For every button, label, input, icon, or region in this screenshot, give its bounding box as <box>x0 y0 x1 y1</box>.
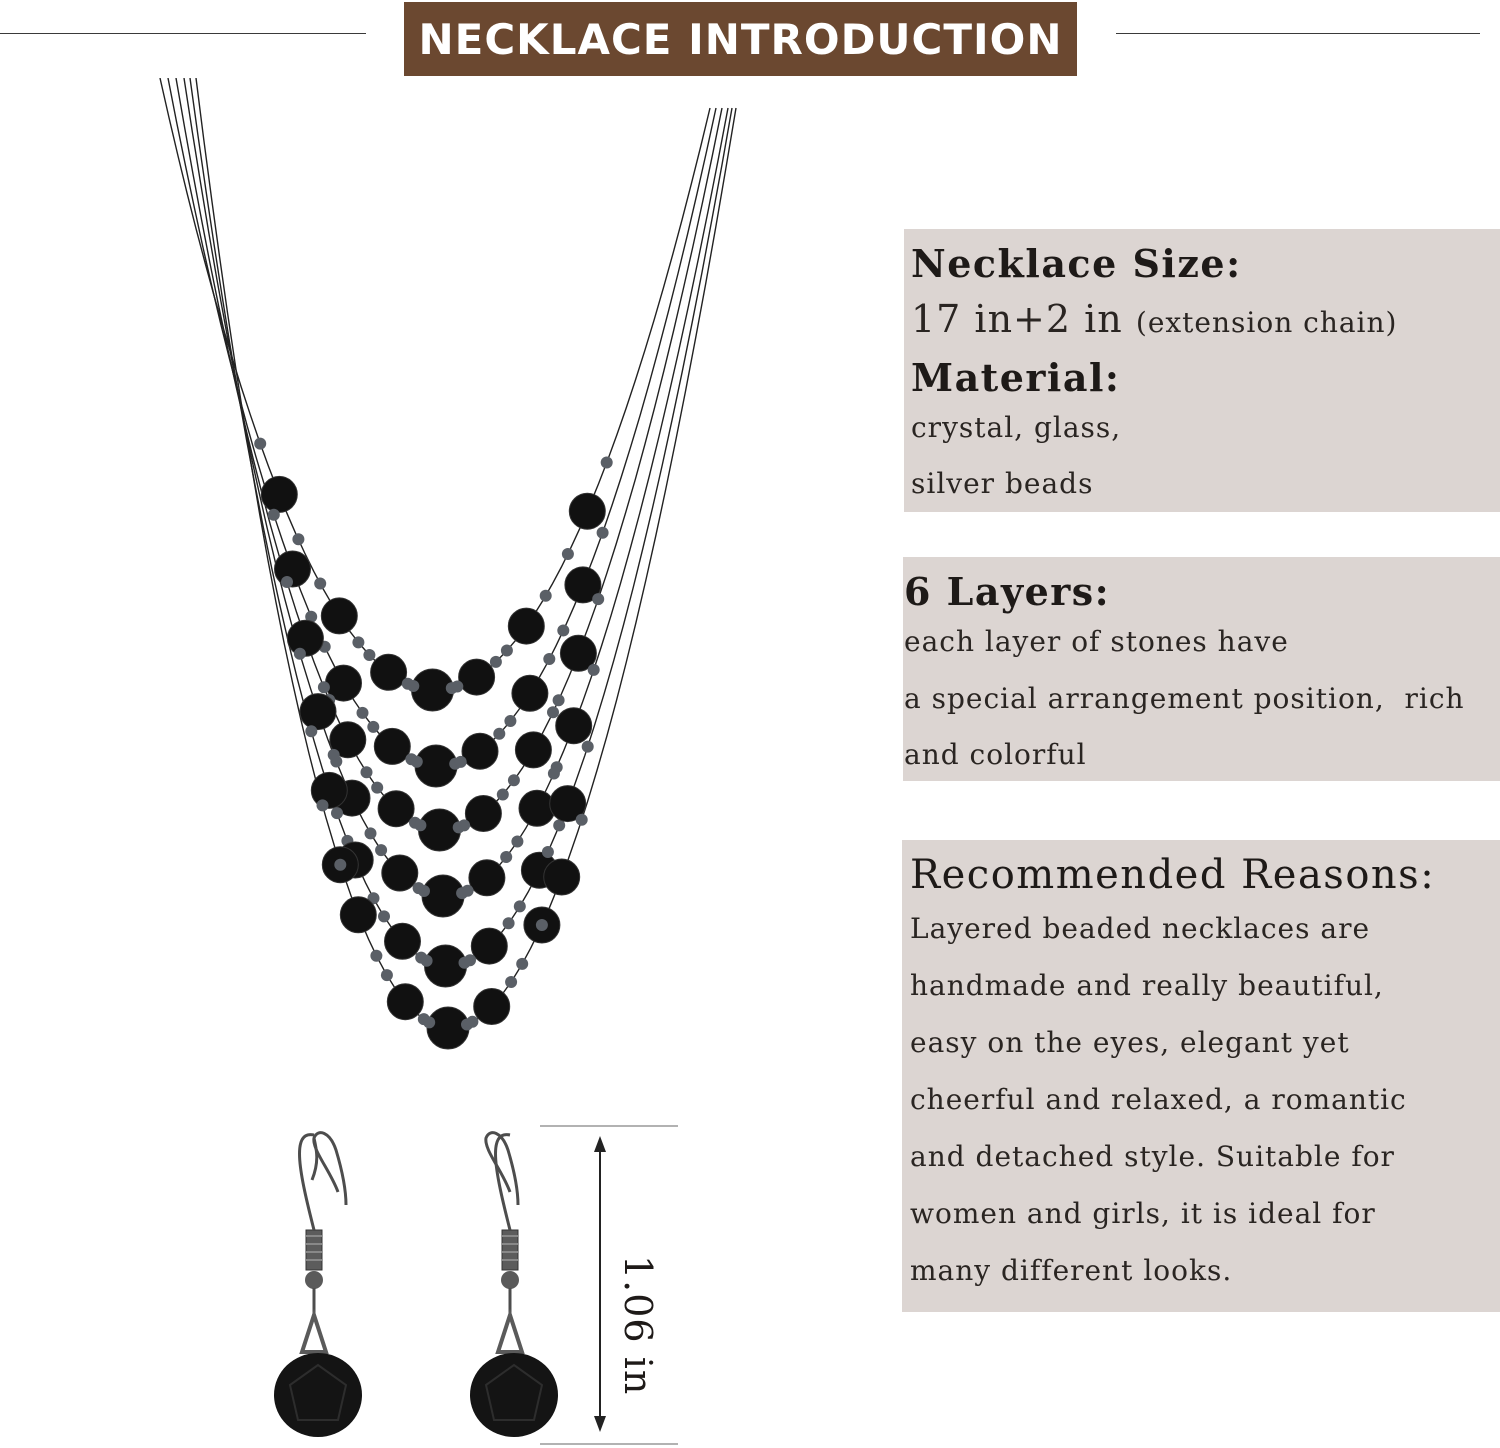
necklace-bead <box>382 855 418 891</box>
reasons-line: Layered beaded necklaces are <box>910 912 1371 945</box>
necklace-spacer-bead <box>500 851 512 863</box>
material-line-1: crystal, glass, <box>911 411 1122 444</box>
necklace-spacer-bead <box>370 950 382 962</box>
necklace-bead <box>321 598 357 634</box>
necklace-bead <box>371 654 407 690</box>
necklace-spacer-bead <box>294 648 306 660</box>
size-value-line <box>911 297 1397 341</box>
necklace-spacer-bead <box>601 457 613 469</box>
necklace-spacer-bead <box>328 749 340 761</box>
necklace-spacer-bead <box>597 527 609 539</box>
necklace-strand <box>176 78 722 830</box>
necklace-spacer-bead <box>501 645 513 657</box>
size-value: 17 in+2 in <box>911 297 1123 341</box>
earring-right <box>470 1133 558 1437</box>
necklace-spacer-bead <box>357 707 369 719</box>
necklace-spacer-bead <box>490 656 502 668</box>
necklace-spacer-bead <box>268 509 280 521</box>
layers-heading: 6 Layers: <box>904 569 1111 614</box>
layers-line-2: a special arrangement position, rich <box>904 682 1465 715</box>
title-banner <box>404 2 1077 76</box>
necklace-bead <box>556 708 592 744</box>
necklace-spacer-bead <box>418 885 430 897</box>
necklace-bead <box>374 728 410 764</box>
necklace-spacer-bead <box>536 919 548 931</box>
necklace-spacer-bead <box>548 768 560 780</box>
necklace-spacer-bead <box>365 827 377 839</box>
necklace-spacer-bead <box>542 846 554 858</box>
necklace-spacer-bead <box>378 910 390 922</box>
necklace-spacer-bead <box>334 859 346 871</box>
necklace-bead <box>515 732 551 768</box>
necklace-bead <box>465 796 501 832</box>
size-note: (extension chain) <box>1135 306 1398 339</box>
reasons-line: women and girls, it is ideal for <box>910 1197 1376 1230</box>
necklace-spacer-bead <box>466 1016 478 1028</box>
necklace-spacer-bead <box>464 954 476 966</box>
necklace-spacer-bead <box>407 680 419 692</box>
necklace-bead <box>387 984 423 1020</box>
necklace-bead <box>287 620 323 656</box>
necklace-spacer-bead <box>543 653 555 665</box>
necklace-bead <box>385 923 421 959</box>
necklace-bead <box>508 608 544 644</box>
reasons-line: cheerful and relaxed, a romantic <box>910 1083 1407 1116</box>
necklace-spacer-bead <box>381 969 393 981</box>
necklace-spacer-bead <box>557 625 569 637</box>
necklace-spacer-bead <box>547 706 559 718</box>
necklace-bead <box>378 791 414 827</box>
necklace-spacer-bead <box>582 741 594 753</box>
necklace-bead <box>340 897 376 933</box>
necklace-bead <box>569 493 605 529</box>
necklace-bead <box>462 733 498 769</box>
necklace-strand <box>168 78 716 766</box>
necklace-spacer-bead <box>455 756 467 768</box>
necklace-spacer-bead <box>511 836 523 848</box>
necklace-spacer-bead <box>367 721 379 733</box>
necklace-spacer-bead <box>503 917 515 929</box>
material-line-2: silver beads <box>911 467 1094 500</box>
size-heading: Necklace Size: <box>911 241 1242 286</box>
layers-line-1: each layer of stones have <box>904 625 1289 658</box>
necklace-spacer-bead <box>421 955 433 967</box>
necklace-spacer-bead <box>458 819 470 831</box>
necklace-spacer-bead <box>414 819 426 831</box>
necklace-spacer-bead <box>553 694 565 706</box>
necklace-spacer-bead <box>331 807 343 819</box>
left-divider-line <box>0 33 366 34</box>
necklace-spacer-bead <box>462 885 474 897</box>
earring-left <box>274 1133 362 1437</box>
reasons-text <box>910 900 1407 1299</box>
size-material-panel <box>904 229 1500 512</box>
necklace-spacer-bead <box>363 649 375 661</box>
necklace-bead <box>474 989 510 1025</box>
banner-title: NECKLACE INTRODUCTION <box>418 14 1063 64</box>
necklace-illustration <box>120 78 760 1058</box>
reasons-line: handmade and really beautiful, <box>910 969 1384 1002</box>
reasons-line: easy on the eyes, elegant yet <box>910 1026 1350 1059</box>
necklace-spacer-bead <box>504 715 516 727</box>
necklace-spacer-bead <box>352 636 364 648</box>
necklace-spacer-bead <box>254 438 266 450</box>
necklace-spacer-bead <box>423 1016 435 1028</box>
necklace-spacer-bead <box>516 958 528 970</box>
necklace-bead <box>469 860 505 896</box>
necklace-bead <box>519 790 555 826</box>
necklace-spacer-bead <box>508 774 520 786</box>
necklace-bead <box>544 859 580 895</box>
earring-length-label: 1.06 in <box>616 1255 660 1396</box>
necklace-bead <box>300 694 336 730</box>
necklace-spacer-bead <box>314 578 326 590</box>
layers-line-3: and colorful <box>904 738 1087 771</box>
necklace-spacer-bead <box>562 548 574 560</box>
necklace-bead <box>459 659 495 695</box>
necklace-bead <box>261 476 297 512</box>
necklace-spacer-bead <box>497 789 509 801</box>
necklace-spacer-bead <box>588 664 600 676</box>
right-divider-line <box>1116 33 1480 34</box>
necklace-spacer-bead <box>493 728 505 740</box>
reasons-heading: Recommended Reasons: <box>910 852 1436 898</box>
necklace-spacer-bead <box>540 590 552 602</box>
necklace-bead <box>471 928 507 964</box>
necklace-bead <box>512 675 548 711</box>
necklace-spacer-bead <box>305 725 317 737</box>
necklace-spacer-bead <box>281 576 293 588</box>
necklace-spacer-bead <box>371 782 383 794</box>
necklace-strand <box>160 78 710 690</box>
necklace-spacer-bead <box>318 681 330 693</box>
necklace-spacer-bead <box>375 844 387 856</box>
necklace-spacer-bead <box>576 814 588 826</box>
reasons-line: and detached style. Suitable for <box>910 1140 1395 1173</box>
necklace-spacer-bead <box>317 799 329 811</box>
necklace-spacer-bead <box>451 681 463 693</box>
layers-panel <box>903 557 1500 781</box>
reasons-panel <box>902 840 1500 1312</box>
necklace-spacer-bead <box>505 976 517 988</box>
necklace-spacer-bead <box>592 593 604 605</box>
necklace-spacer-bead <box>361 766 373 778</box>
reasons-line: many different looks. <box>910 1254 1233 1287</box>
material-heading: Material: <box>911 355 1121 400</box>
necklace-bead <box>311 772 347 808</box>
necklace-spacer-bead <box>292 533 304 545</box>
necklace-spacer-bead <box>514 900 526 912</box>
necklace-spacer-bead <box>411 756 423 768</box>
